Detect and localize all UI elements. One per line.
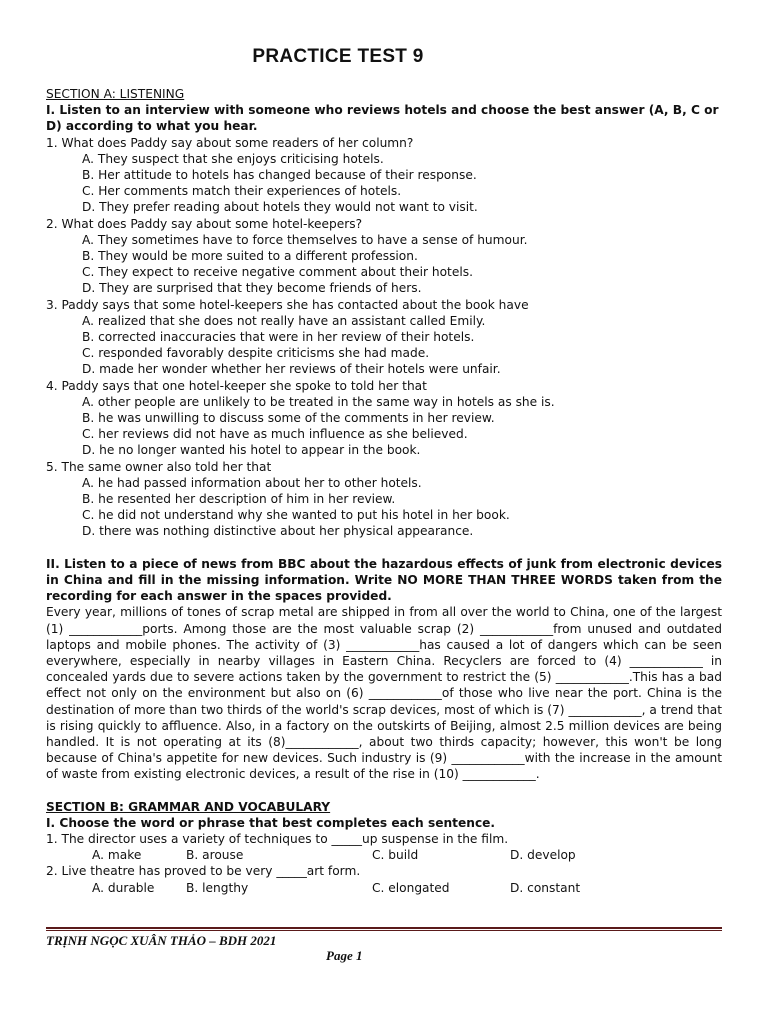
footer-rule-thin (46, 930, 722, 931)
question-1 (46, 135, 722, 216)
question-4 (46, 378, 722, 459)
section-b-part1-instruction: I. Choose the word or phrase that best completes each sentence. (46, 815, 496, 830)
question-3 (46, 297, 722, 378)
option-a: A. he had passed information about her to other hotels. (82, 475, 422, 490)
option-d: D. constant (510, 880, 581, 895)
section-b-heading: SECTION B: GRAMMAR AND VOCABULARY (46, 799, 331, 814)
option-b: B. arouse (186, 848, 244, 863)
option-d: D. there was nothing distinctive about her physical appearance. (82, 524, 474, 539)
option-a: A. They sometimes have to force themselves to have a sense of humour. (82, 232, 528, 247)
option-b: B. Her attitude to hotels has changed because of their response. (82, 168, 477, 183)
option-d: D. he no longer wanted his hotel to appear in the book. (82, 443, 421, 458)
option-b: B. They would be more suited to a different profession. (82, 249, 418, 264)
question-5 (46, 459, 722, 540)
options-row (46, 880, 722, 896)
question-text: 2. What does Paddy say about some hotel-keepers? (46, 216, 363, 231)
section-a-heading: SECTION A: LISTENING (46, 87, 185, 101)
question-text: 1. What does Paddy say about some readers of her column? (46, 135, 414, 150)
document-body (46, 86, 722, 896)
option-b: B. corrected inaccuracies that were in her review of their hotels. (82, 330, 475, 345)
option-c: C. build (372, 848, 419, 863)
page-number: Page 1 (326, 948, 363, 963)
option-c: C. he did not understand why she wanted to put his hotel in her book. (82, 508, 510, 523)
grammar-question-1 (46, 831, 722, 863)
option-d: D. They prefer reading about hotels they would not want to visit. (82, 200, 478, 215)
option-a: A. make (92, 848, 142, 863)
options-row (46, 847, 722, 863)
option-b: B. lengthy (186, 880, 249, 895)
option-a: A. other people are unlikely to be treated in the same way in hotels as she is. (82, 394, 555, 409)
option-d: D. develop (510, 848, 576, 863)
question-text: 3. Paddy says that some hotel-keepers she has contacted about the book have (46, 297, 529, 312)
option-a: A. durable (92, 880, 155, 895)
option-b: B. he was unwilling to discuss some of the comments in her review. (82, 411, 495, 426)
option-c: C. Her comments match their experiences of hotels. (82, 184, 402, 199)
question-text: 5. The same owner also told her that (46, 459, 272, 474)
option-c: C. elongated (372, 880, 450, 895)
footer-author: TRỊNH NGỌC XUÂN THẢO – BDH 2021 (46, 933, 277, 948)
option-c: C. responded favorably despite criticisms she had made. (82, 346, 430, 361)
gap-fill-passage: Every year, millions of tones of scrap metal are shipped in from all over the world to China, one of the largest (1) ____________ports. Among those are the most valuable scrap (2) ____________from unused and outdated laptops and mobile phones. The activity of (3) ____________has caused a lot of dangers which can be seen everywhere, especially in nearby villages in Eastern China. Recyclers are forced to (4) ____________ in concealed yards due to severe actions taken by the government to restrict the (5) ____________.This has a bad effect not only on the environment but also on (6) ____________of those who live near the port. China is the destination of more than two thirds of the world's scrap devices, most of which is (7) ____________, a trend that is rising quickly to affluence. Also, in a factory on the outskirts of Beijing, almost 2.5 million devices are being handled. It is not operating at its (8)____________, about two thirds capacity; however, this won't be long because of China's appetite for new devices. Such industry is (9) ____________with the increase in the amount of waste from existing electronic devices, a result of the rise in (10) ____________. (46, 605, 722, 782)
footer-rule-thick (46, 927, 722, 929)
option-a: A. realized that she does not really have an assistant called Emily. (82, 313, 486, 328)
option-d: D. made her wonder whether her reviews of their hotels were unfair. (82, 362, 501, 377)
question-text: 4. Paddy says that one hotel-keeper she spoke to told her that (46, 378, 427, 393)
question-text: 1. The director uses a variety of techniques to _____up suspense in the film. (46, 831, 509, 846)
section-a-part2-instruction: II. Listen to a piece of news from BBC about the hazardous effects of junk from electronic devices in China and fill in the missing information. Write NO MORE THAN THREE WORDS taken from the recording for each answer in the spaces provided. (46, 556, 722, 604)
option-a: A. They suspect that she enjoys criticising hotels. (82, 151, 384, 166)
question-text: 2. Live theatre has proved to be very _____art form. (46, 864, 361, 879)
section-a-part1-instruction: I. Listen to an interview with someone who reviews hotels and choose the best answer (A, B, C or D) according to what you hear. (46, 103, 719, 134)
option-d: D. They are surprised that they become friends of hers. (82, 281, 422, 296)
page-title: PRACTICE TEST 9 (252, 46, 424, 67)
question-2 (46, 216, 722, 297)
option-b: B. he resented her description of him in her review. (82, 492, 396, 507)
option-c: C. her reviews did not have as much influence as she believed. (82, 427, 468, 442)
grammar-question-2 (46, 863, 722, 895)
option-c: C. They expect to receive negative comment about their hotels. (82, 265, 473, 280)
